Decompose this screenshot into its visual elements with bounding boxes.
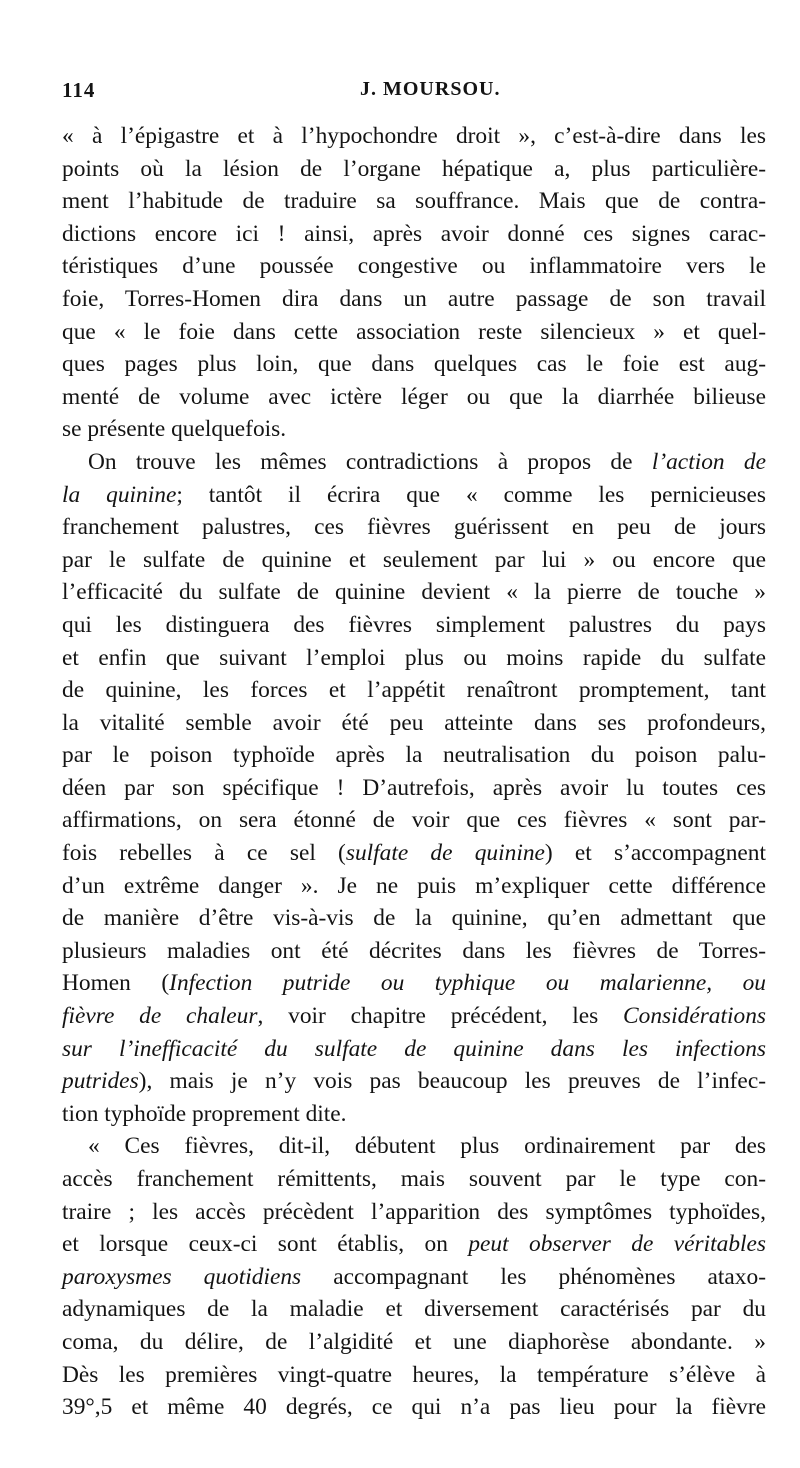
text-segment: adynamiques de la maladie et diversement caractérisés par du (62, 1296, 766, 1323)
text-line (62, 1228, 766, 1261)
text-segment: dictions encore ici ! ainsi, après avoir donné ces signes carac- (62, 220, 766, 247)
text-line (62, 348, 766, 381)
text-segment: « à l’épigastre et à l’hypochondre droit », c’est-à-dire dans les (62, 123, 766, 149)
text-line (62, 120, 766, 153)
text-segment: fois rebelles à ce sel ( (62, 840, 346, 867)
body-text (62, 120, 766, 1424)
text-line (62, 1163, 766, 1196)
page-number: 114 (62, 78, 96, 102)
text-segment: déen par son spécifique ! D’autrefois, après avoir lu toutes ces (62, 774, 766, 801)
text-segment: ) et s’accompagnent (544, 840, 766, 867)
text-line (62, 902, 766, 935)
text-segment: franchement palustres, ces fièvres guérissent en peu de jours (62, 514, 766, 541)
text-line (62, 1326, 766, 1359)
text-line (62, 1130, 766, 1163)
text-segment: foie, Torres-Homen dira dans un autre passage de son travail (62, 285, 766, 312)
text-segment: ques pages plus loin, que dans quelques cas le foie est aug- (62, 351, 766, 378)
text-segment: ; tantôt il écrira que « comme les pernicieuses (176, 481, 766, 508)
text-line (62, 642, 766, 675)
text-segment: par le sulfate de quinine et seulement par lui » ou encore que (62, 546, 766, 573)
text-segment: Dès les premières vingt-quatre heures, la température s’élève à (62, 1361, 766, 1388)
text-line (62, 674, 766, 707)
text-segment: téristiques d’une poussée congestive ou inflammatoire vers le (62, 253, 766, 280)
text-line (62, 576, 766, 609)
text-line (62, 1000, 766, 1033)
text-line (62, 870, 766, 903)
text-segment: plusieurs maladies ont été décrites dans les fièvres de Torres- (62, 937, 766, 964)
text-line (62, 1065, 766, 1098)
text-segment: ment l’habitude de traduire sa souffrance. Mais que de contra- (62, 188, 766, 215)
text-segment: Homen ( (62, 970, 170, 997)
text-line (62, 967, 766, 1000)
text-line (62, 609, 766, 642)
text-segment: traire ; les accès précèdent l’apparition des symptômes typhoïdes, (62, 1198, 766, 1225)
text-line (62, 1293, 766, 1326)
text-segment: l’efficacité du sulfate de quinine devient « la pierre de touche » (62, 579, 766, 606)
text-line (62, 707, 766, 740)
text-line (62, 381, 766, 414)
text-segment: 39°,5 et même 40 degrés, ce qui n’a pas lieu pour la fièvre (62, 1394, 766, 1421)
text-line (62, 1359, 766, 1392)
page-header (62, 78, 762, 106)
text-segment: accès franchement rémittents, mais souvent par le type con- (62, 1166, 766, 1192)
text-line (62, 250, 766, 283)
text-segment: , voir chapitre précédent, les (257, 1003, 624, 1030)
text-segment: affirmations, on sera étonné de voir que ces fièvres « sont par- (62, 807, 766, 834)
text-segment: On trouve les mêmes contradictions à propos de (88, 448, 652, 475)
italic-text: peut observer de véritables (468, 1231, 766, 1258)
text-line (62, 544, 766, 577)
text-line (62, 511, 766, 544)
text-segment: et lorsque ceux-ci sont établis, on (62, 1231, 469, 1258)
italic-text: sur l’inefficacité du sulfate de quinine dans les infections (62, 1035, 766, 1062)
text-segment: se présente quelquefois. (62, 416, 287, 443)
italic-text: l’action de (651, 448, 766, 475)
text-line (62, 413, 766, 446)
italic-text: Considérations (623, 1003, 766, 1030)
text-segment: de manière d’être vis-à-vis de la quinine, qu’en admettant que (62, 905, 766, 932)
text-line (62, 446, 766, 479)
text-line (62, 283, 766, 316)
text-line (62, 316, 766, 349)
text-line (62, 1196, 766, 1229)
text-segment: d’un extrême danger ». Je ne puis m’expliquer cette différence (62, 872, 766, 899)
running-head: J. MOURSOU. (360, 78, 501, 100)
text-line (62, 1098, 766, 1131)
italic-text: Infection putride ou typhique ou malarienne, ou (169, 970, 766, 997)
text-segment: la vitalité semble avoir été peu atteinte dans ses profondeurs, (62, 709, 766, 736)
text-segment: qui les distinguera des fièvres simplement palustres du pays (62, 611, 766, 638)
italic-text: putrides (62, 1068, 139, 1095)
text-line (62, 218, 766, 251)
text-segment: coma, du délire, de l’algidité et une diaphorèse abondante. » (62, 1328, 766, 1355)
italic-text: la quinine (62, 481, 177, 508)
text-segment: accompagnant les phénomènes ataxo- (301, 1263, 766, 1290)
text-segment: menté de volume avec ictère léger ou que la diarrhée bilieuse (62, 383, 766, 410)
text-line (62, 837, 766, 870)
text-line (62, 153, 766, 186)
text-line (62, 1261, 766, 1294)
italic-text: sulfate de quinine (345, 840, 545, 867)
text-line (62, 1033, 766, 1066)
text-line (62, 772, 766, 805)
text-segment: ), mais je n’y vois pas beaucoup les preuves de l’infec- (138, 1068, 766, 1095)
text-segment: que « le foie dans cette association reste silencieux » et quel- (62, 318, 766, 345)
text-segment: par le poison typhoïde après la neutralisation du poison palu- (62, 742, 766, 769)
text-segment: points où la lésion de l’organe hépatique a, plus particulière- (62, 155, 766, 182)
text-segment: et enfin que suivant l’emploi plus ou moins rapide du sulfate (62, 644, 766, 671)
text-segment: « Ces fièvres, dit-il, débutent plus ordinairement par des (88, 1133, 766, 1160)
text-line (62, 479, 766, 512)
text-line (62, 1391, 766, 1424)
text-line (62, 739, 766, 772)
text-segment: tion typhoïde proprement dite. (62, 1100, 347, 1127)
italic-text: fièvre de chaleur (62, 1003, 258, 1030)
italic-text: paroxysmes quotidiens (62, 1263, 302, 1290)
text-segment: de quinine, les forces et l’appétit renaîtront promptement, tant (62, 677, 766, 704)
text-line (62, 935, 766, 968)
text-line (62, 804, 766, 837)
text-line (62, 185, 766, 218)
